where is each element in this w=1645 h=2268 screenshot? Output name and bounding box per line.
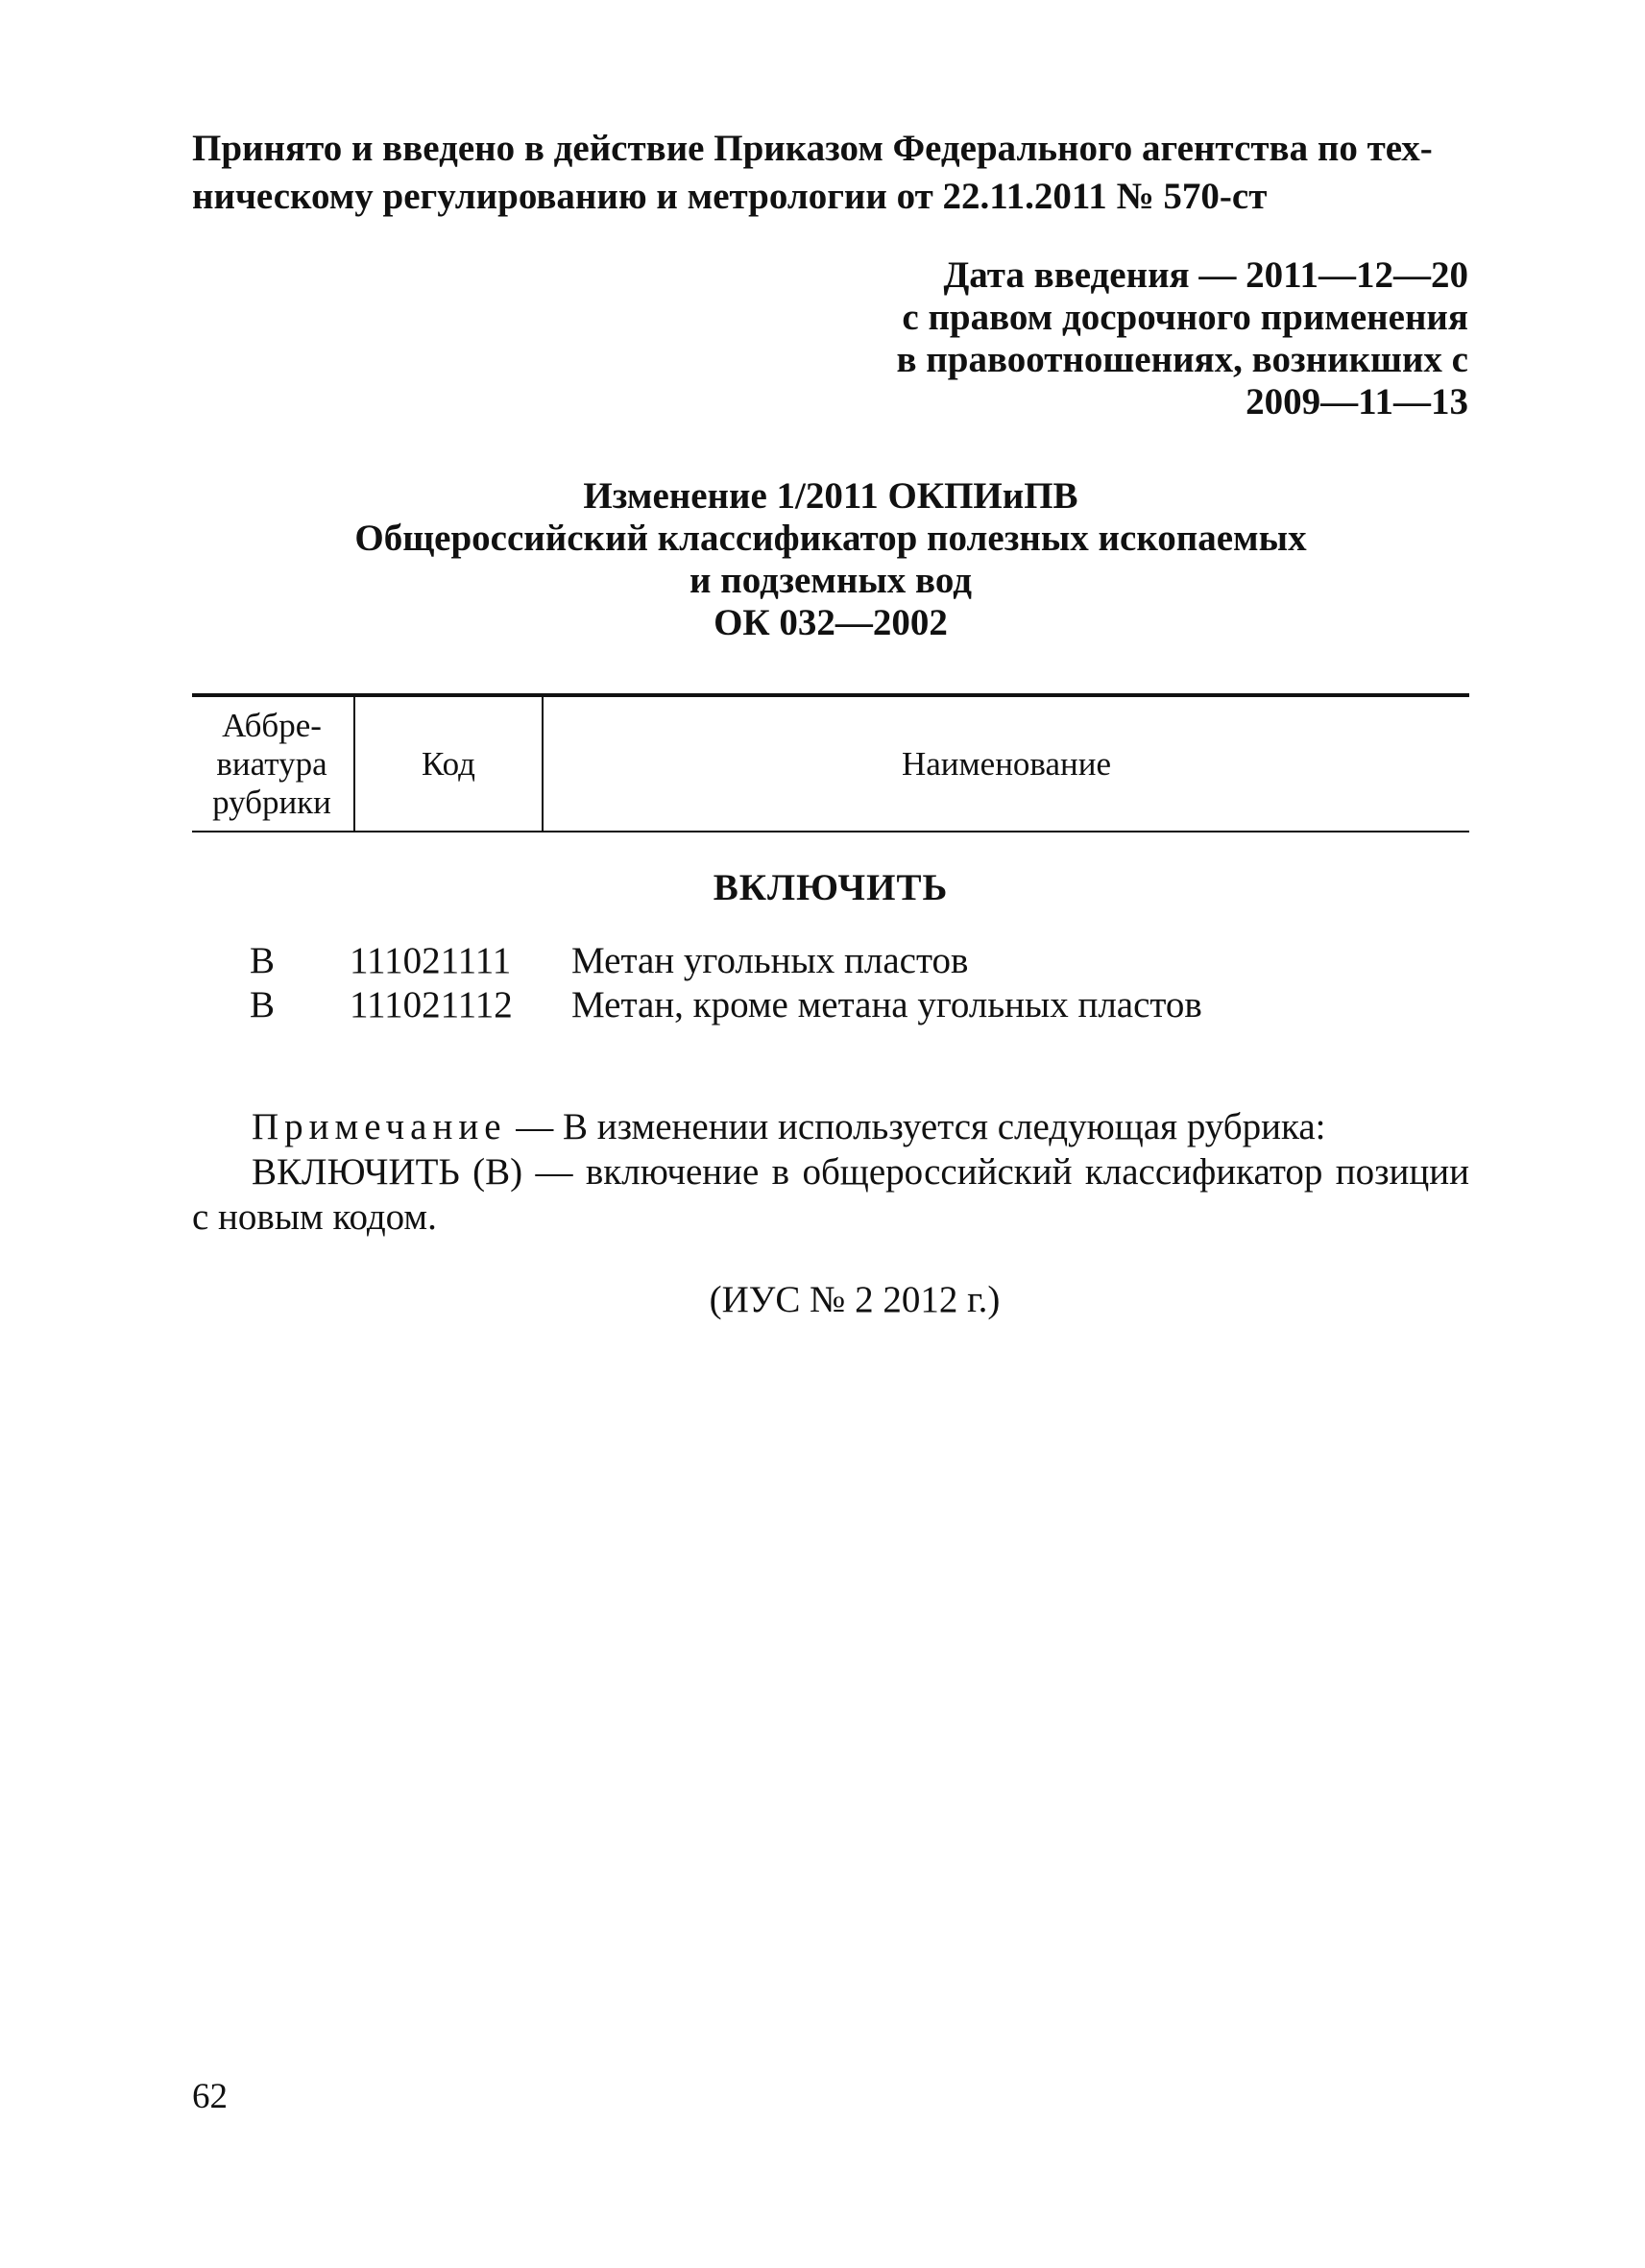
row-abbreviation: В xyxy=(250,984,276,1025)
title-line-3: и подземных вод xyxy=(689,560,972,601)
effective-date-line-4: 2009—11—13 xyxy=(1246,381,1468,422)
adoption-statement xyxy=(192,125,1469,221)
note-block xyxy=(192,1104,1469,1240)
header-abbreviation-line-3: рубрики xyxy=(212,783,331,821)
header-abbreviation-line-2: виатура xyxy=(216,744,327,783)
row-code: 111021111 xyxy=(350,940,512,981)
row-name: Метан, кроме метана угольных пластов xyxy=(571,984,1202,1025)
document-title xyxy=(192,475,1469,644)
row-name: Метан угольных пластов xyxy=(571,940,969,981)
header-name: Наименование xyxy=(542,697,1469,831)
row-abbreviation: В xyxy=(250,940,276,981)
note-text-2: ВКЛЮЧИТЬ (В) — включение в общероссийский классификатор позиции с новым кодом. xyxy=(192,1151,1469,1238)
note-text-1: — В изменении используется следующая рубрика: xyxy=(506,1106,1326,1147)
effective-date-line-3: в правоотношениях, возникших с xyxy=(896,339,1468,380)
note-label: Примечание xyxy=(252,1106,507,1147)
section-heading-include: ВКЛЮЧИТЬ xyxy=(713,867,949,908)
title-line-2: Общероссийский классификатор полезных ископаемых xyxy=(354,518,1307,559)
page-number: 62 xyxy=(192,2077,228,2116)
table-header xyxy=(192,693,1469,832)
note-first-line xyxy=(192,1104,1469,1149)
adoption-line-1: Принято и введено в действие Приказом Федерального агентства по тех- xyxy=(192,128,1433,169)
effective-date-line-1: Дата введения — 2011—12—20 xyxy=(943,254,1468,296)
ius-reference: (ИУС № 2 2012 г.) xyxy=(709,1279,1001,1320)
title-line-4: ОК 032—2002 xyxy=(714,602,948,643)
header-abbreviation-line-1: Аббре- xyxy=(222,706,322,744)
adoption-line-2: ническому регулированию и метрологии от 22.11.2011 № 570-ст xyxy=(192,176,1268,217)
title-line-1: Изменение 1/2011 ОКПИиПВ xyxy=(583,475,1078,517)
row-code: 111021112 xyxy=(350,984,513,1025)
effective-date-block xyxy=(897,254,1469,423)
header-code: Код xyxy=(353,697,542,831)
header-abbreviation xyxy=(192,697,351,831)
effective-date-line-2: с правом досрочного применения xyxy=(902,297,1468,338)
